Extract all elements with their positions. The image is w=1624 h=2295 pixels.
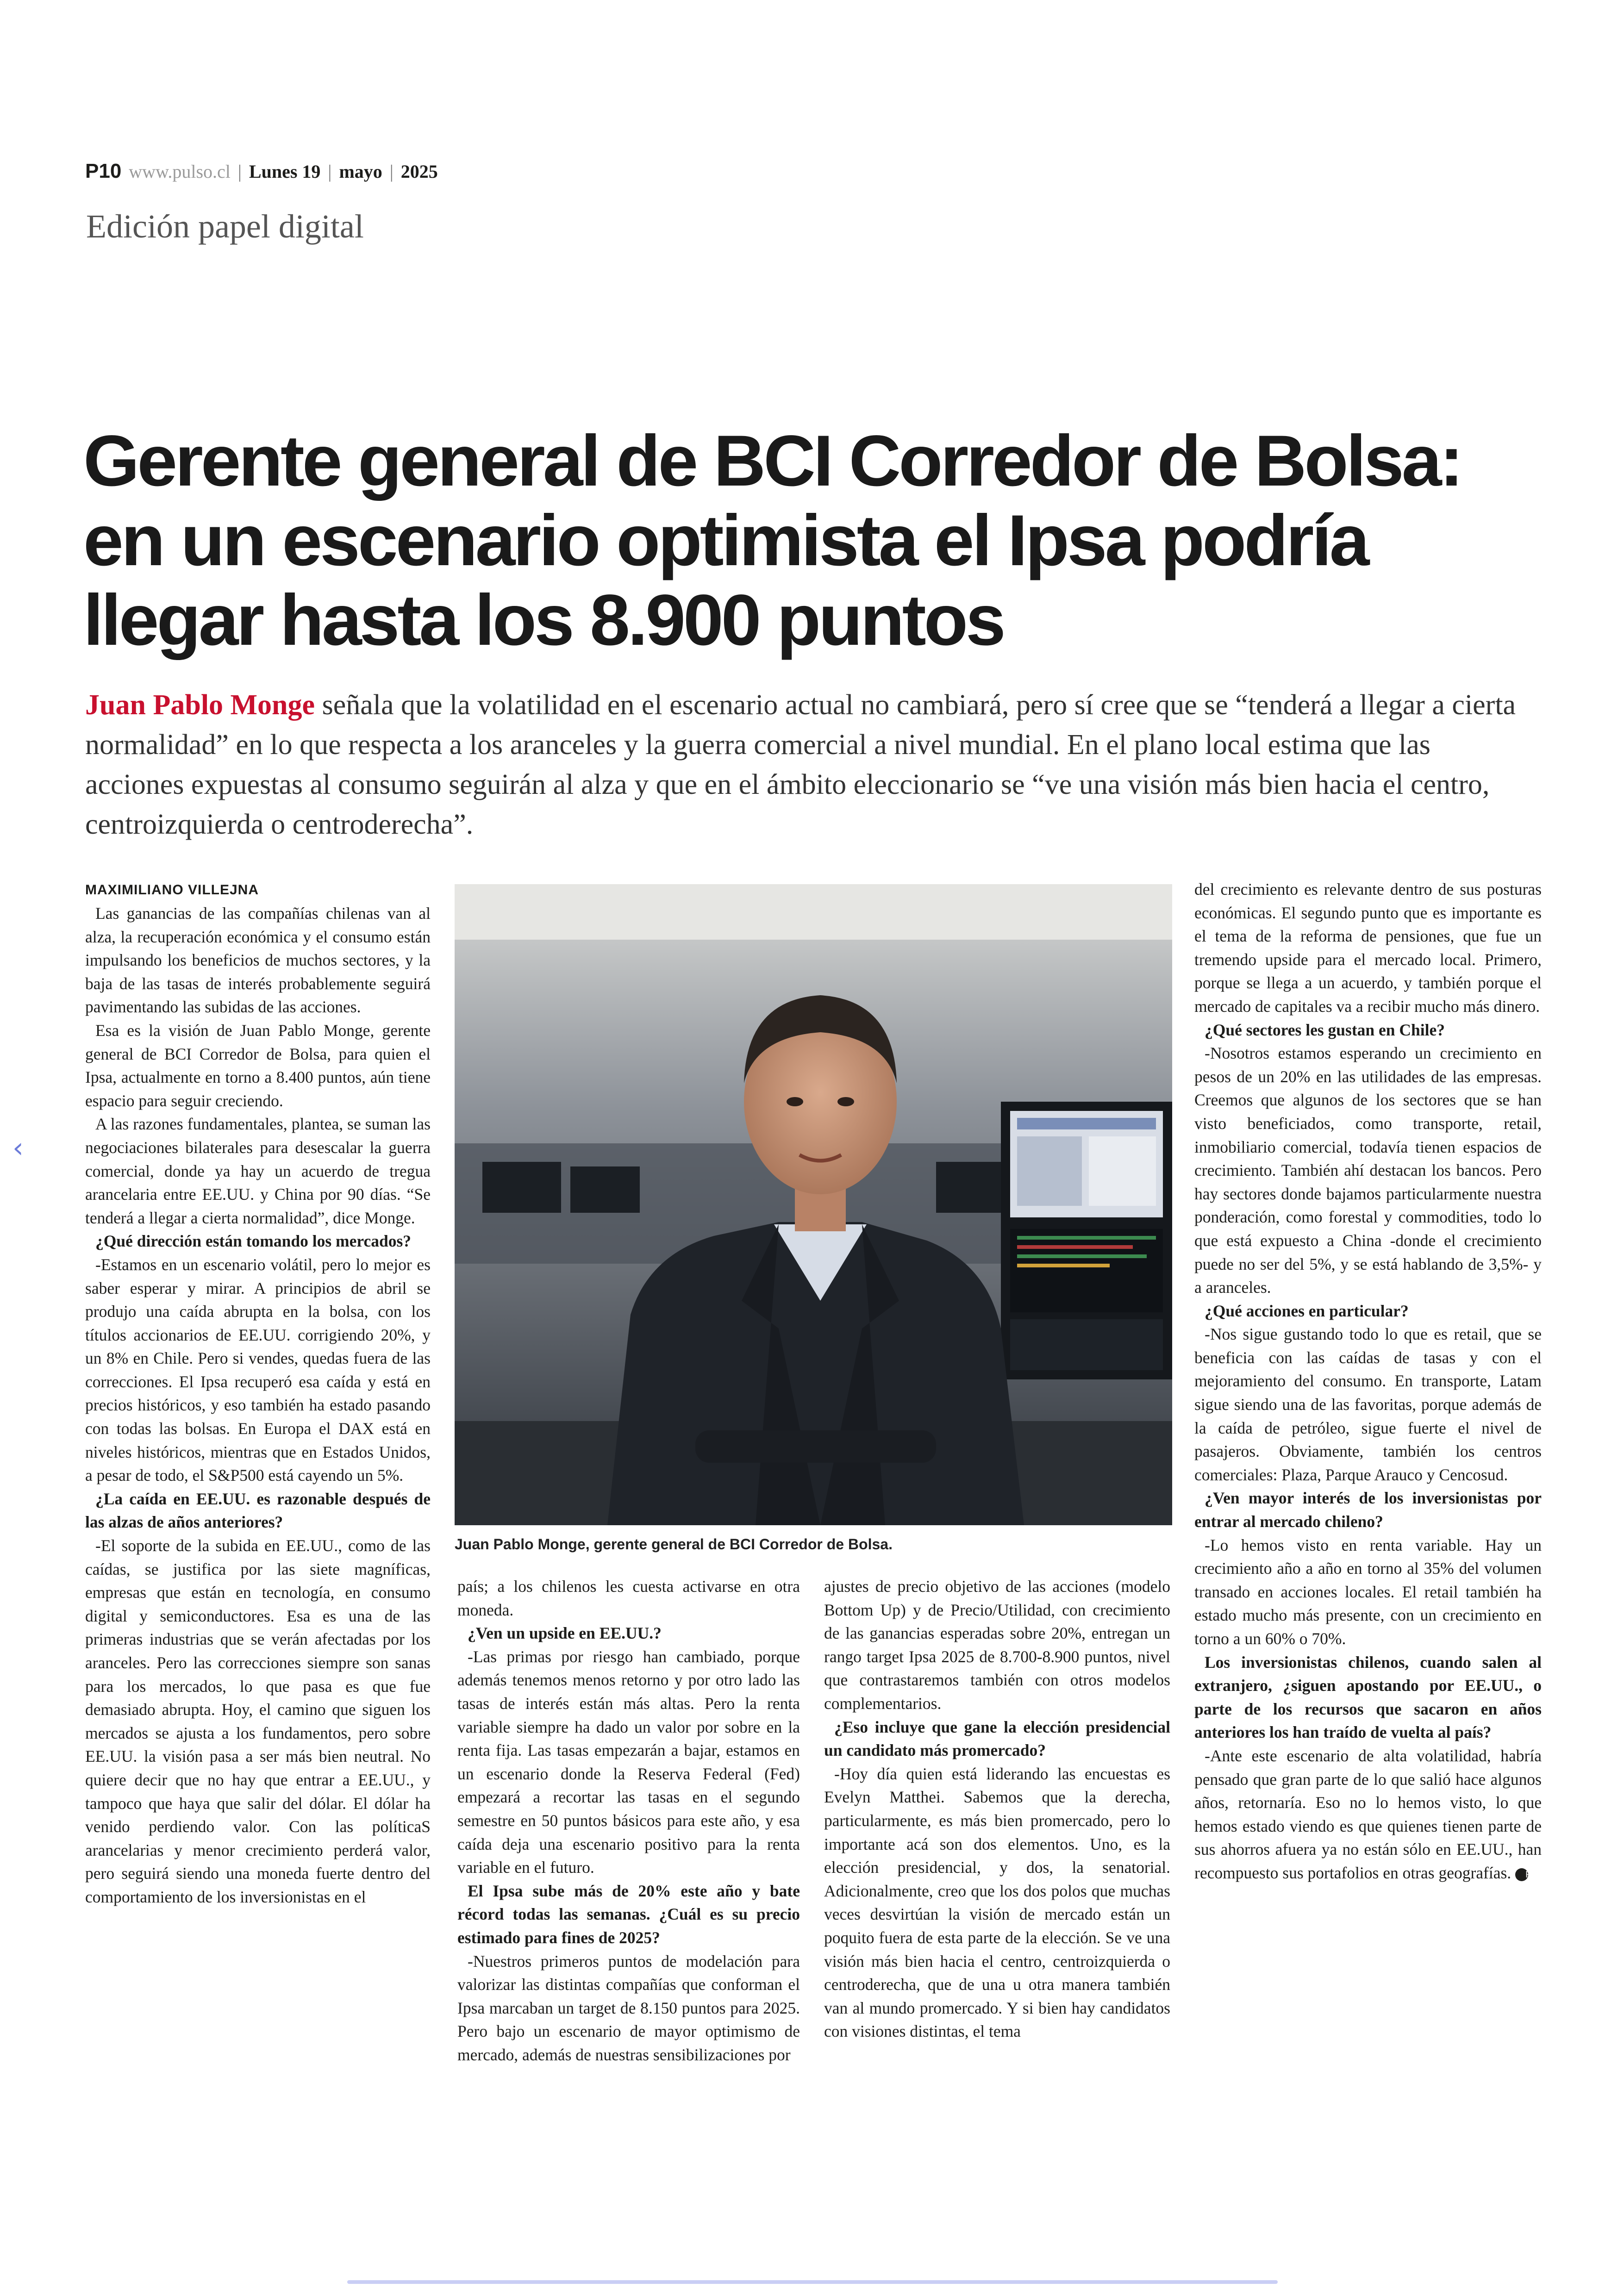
interview-question: ¿La caída en EE.UU. es razonable después de las alzas de años anteriores? [85, 1489, 431, 1532]
page-header [85, 160, 438, 183]
headline-line: en un escenario optimista el Ipsa podría [83, 500, 1368, 581]
headline-line: Gerente general de BCI Corredor de Bolsa: [83, 421, 1462, 501]
article-column-4 [1194, 878, 1542, 1885]
interview-question: ¿Ven mayor interés de los inversionistas por entrar al mercado chileno? [1194, 1489, 1542, 1531]
page-number: P10 [85, 160, 122, 182]
photo-caption: Juan Pablo Monge, gerente general de BCI Corredor de Bolsa. [455, 1536, 893, 1553]
article-paragraph: A las razones fundamentales, plantea, se suman las negociaciones bilaterales para desescalar la guerra comercial, donde ya hay un acuerdo de tregua arancelaria entre EE.UU. y China por 90 días. “Se tenderá a llegar a cierta normalidad”, dice Monge. [85, 1115, 431, 1227]
article-paragraph: -Las primas por riesgo han cambiado, porque además tenemos menos retorno y por otro lado las tasas de interés están más altas. Pero la renta variable siempre ha dado un valor por sobre en la renta fija. Las tasas empezarán a bajar, estamos en un escenario donde la Reserva Federal (Fed) empezará a recortar las tasas en el segundo semestre en 50 puntos básicos para este año, y esa caída deja una escenario positivo para la renta variable en el futuro. [457, 1647, 800, 1877]
header-separator: | [328, 161, 332, 182]
article-paragraph: -Nuestros primeros puntos de modelación para valorizar las distintas compañías que conforman el Ipsa marcaban un target de 8.150 puntos para 2025. Pero bajo un escenario de mayor optimismo de mercado, además de nuestras sensibilizaciones por [457, 1952, 800, 2064]
article-paragraph: ajustes de precio objetivo de las acciones (modelo Bottom Up) y de Precio/Utilidad, con crecimiento de las ganancias esperadas sobre 20%, entregan un rango target Ipsa 2025 de 8.700-8.900 puntos, nivel que contrastaremos también con otros modelos complementarios. [824, 1577, 1170, 1713]
deck-name: Juan Pablo Monge [85, 689, 315, 721]
interview-question: Los inversionistas chilenos, cuando salen al extranjero, ¿siguen apostando por EE.UU., o parte de los recursos que sacaron en años anteriores los han traído de vuelta al país? [1194, 1653, 1542, 1742]
horizontal-scrollbar[interactable] [347, 2280, 1278, 2284]
article-deck [85, 685, 1534, 844]
header-year: 2025 [400, 161, 438, 182]
previous-page-arrow-icon[interactable]: ‹ [12, 1132, 24, 1164]
deck-text: señala que la volatilidad en el escenario actual no cambiará, pero sí cree que se “tenderá a llegar a cierta normalidad” en lo que respecta a los aranceles y la guerra comercial a nivel mundial. En el plano local estima que las acciones expuestas al consumo seguirán al alza y que en el ámbito eleccionario se “ve una visión más bien hacia el centro, centroizquierda o centroderecha”. [85, 689, 1516, 840]
article-paragraph: -El soporte de la subida en EE.UU., como de las caídas, se justifica por las siete magníficas, empresas que están en tecnología, en consumo digital y semiconductores. Esa es una de las primeras industrias que se verán afectadas por los aranceles. Pero las correcciones siempre son sanas para los mercados, lo que pasa es que fue demasiado abrupta. Hoy, el camino que siguen los mercados se ajusta a los fundamentos, pero sobre EE.UU. la visión pasa a ser más bien neutral. No quiere decir que no hay que entrar a EE.UU., y tampoco que haya que salir del dólar. El dólar ha venido perdiendo valor. Con las políticaS arancelarias y menor crecimiento perderá valor, pero seguirá siendo una moneda fuerte dentro del comportamiento de los inversionistas en el [85, 1536, 431, 1906]
end-of-article-icon: P [1515, 1868, 1528, 1881]
article-paragraph: del crecimiento es relevante dentro de sus posturas económicas. El segundo punto que es importante es el tema de la reforma de pensiones, que fue un tremendo upside para el mercado local. Primero, porque se llega a un acuerdo, y también porque el mercado de capitales va a recibir mucho más dinero. [1194, 880, 1542, 1016]
interview-question: ¿Qué acciones en particular? [1205, 1301, 1409, 1320]
article-headline [83, 421, 1537, 660]
interview-question: ¿Qué dirección están tomando los mercados? [95, 1232, 412, 1251]
photo-illustration [455, 884, 1172, 1525]
website-url: www.pulso.cl [129, 161, 231, 182]
article-paragraph: -Nosotros estamos esperando un crecimiento en pesos de un 20% en las utilidades de las empresas. Creemos que algunos de los sectores que se han visto beneficiados, como transporte, retail, inmobiliario comercial, todavía tienen espacios de crecimiento. También ahí destacan los bancos. Pero hay sectores donde bajamos particularmente nuestra ponderación, como forestal y commodities, todo lo que está expuesto a China -donde el crecimiento puede no ser del 5%, y se está hablando de 3,5%- y a aranceles. [1194, 1044, 1542, 1297]
header-separator: | [237, 161, 242, 182]
article-paragraph: -Ante este escenario de alta volatilidad, habría pensado que gran parte de lo que salió hace algunos años, retornaría. Eso no lo hemos visto, lo que hemos estado viendo es que quienes tienen parte de sus ahorros afuera ya no están sólo en EE.UU., han recompuesto sus portafolios en otras geografías. P [1194, 1746, 1542, 1882]
header-day: Lunes 19 [249, 161, 321, 182]
article-paragraph: -Lo hemos visto en renta variable. Hay un crecimiento año a año en torno al 35% del volumen transado en acciones locales. El retail también ha estado mucho más presente, con un crecimiento en torno a un 60% o 70%. [1194, 1535, 1542, 1648]
article-column-3 [824, 1575, 1170, 2043]
header-month: mayo [339, 161, 382, 182]
interview-question: El Ipsa sube más de 20% este año y bate récord todas las semanas. ¿Cuál es su precio estimado para fines de 2025? [457, 1881, 800, 1947]
article-paragraph: país; a los chilenos les cuesta activarse en otra moneda. [457, 1577, 800, 1619]
byline: MAXIMILIANO VILLEJNA [85, 882, 259, 898]
article-paragraph: -Estamos en un escenario volátil, pero lo mejor es saber esperar y mirar. A principios de abril se produjo una caída abrupta en la bolsa, con los títulos accionarios de EE.UU. corrigiendo 20%, y un 8% en Chile. Pero si vendes, quedas fuera de las correcciones. El Ipsa recuperó esa caída y está en precios históricos, y eso también ha estado pasando con todas las bolsas. En Europa el DAX está en niveles históricos, mientras que en Estados Unidos, a pesar de todo, el S&P500 está cayendo un 5%. [85, 1255, 431, 1485]
article-column-1 [85, 902, 431, 1909]
article-paragraph: -Hoy día quien está liderando las encuestas es Evelyn Matthei. Sabemos que la derecha, particularmente, es más bien promercado, pero lo importante acá son dos elementos. Uno, es la elección presidencial, y dos, la senatorial. Adicionalmente, creo que los dos polos que muchas veces desvirtúan la visión de mercado están un poquito fuera de esta parte de la elección. Se ve una visión más bien hacia el centro, centroizquierda o centroderecha, que de una u otra manera también van al mundo promercado. Y si bien hay candidatos con visiones distintas, el tema [824, 1764, 1170, 2041]
article-paragraph: Esa es la visión de Juan Pablo Monge, gerente general de BCI Corredor de Bolsa, para quien el Ipsa, actualmente en torno a 8.400 puntos, aún tiene espacio para seguir creciendo. [85, 1021, 431, 1110]
edition-label: Edición papel digital [86, 208, 364, 245]
article-photo [455, 884, 1172, 1525]
interview-question: ¿Eso incluye que gane la elección presidencial un candidato más promercado? [824, 1717, 1170, 1760]
article-paragraph: -Nos sigue gustando todo lo que es retail, que se beneficia con las caídas de tasas y con el mejoramiento del consumo. En transporte, Latam sigue siendo una de las favoritas, porque además de la caída de petróleo, sigue fuerte el nivel de pasajeros. Obviamente, también los centros comerciales: Plaza, Parque Arauco y Cencosud. [1194, 1325, 1542, 1484]
headline-line: llegar hasta los 8.900 puntos [83, 580, 1004, 661]
article-paragraph: Las ganancias de las compañías chilenas van al alza, la recuperación económica y el consumo están impulsando los beneficios de muchos sectores, y la baja de las tasas de interés probablemente seguirá pavimentando las subidas de las acciones. [85, 904, 431, 1017]
interview-question: ¿Qué sectores les gustan en Chile? [1205, 1020, 1445, 1039]
header-separator: | [389, 161, 394, 182]
interview-question: ¿Ven un upside en EE.UU.? [468, 1624, 662, 1643]
article-column-2 [457, 1575, 800, 2066]
